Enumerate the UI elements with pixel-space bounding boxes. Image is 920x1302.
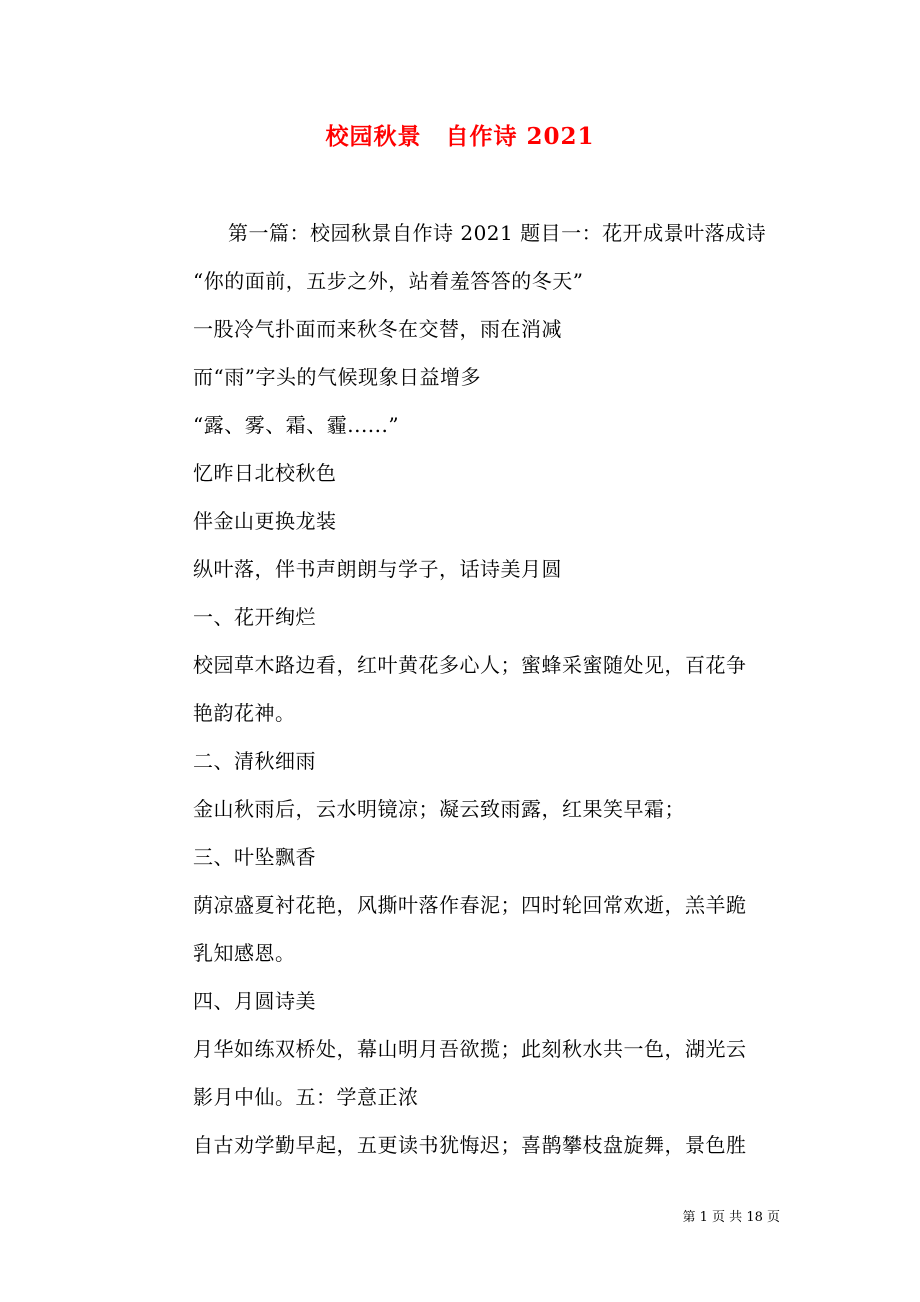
- body-line: 影月中仙。五：学意正浓: [193, 1085, 419, 1109]
- body-line: “露、雾、霜、霾......”: [193, 413, 400, 437]
- body-line: “你的面前，五步之外，站着羞答答的冬天”: [193, 269, 584, 293]
- section-heading: 四、月圆诗美: [193, 989, 316, 1013]
- body-line: 月华如练双桥处，幕山明月吾欲揽；此刻秋水共一色，湖光云: [193, 1037, 747, 1061]
- body-line: 乳知感恩。: [193, 941, 296, 965]
- body-line: 荫凉盛夏衬花艳，风撕叶落作春泥；四时轮回常欢逝，羔羊跪: [193, 893, 747, 917]
- body-line: 艳韵花神。: [193, 701, 296, 725]
- body-line: 伴金山更换龙装: [193, 509, 337, 533]
- section-heading: 三、叶坠飘香: [193, 845, 316, 869]
- body-line: 忆昨日北校秋色: [193, 461, 337, 485]
- body-line: 纵叶落，伴书声朗朗与学子，话诗美月圆: [193, 557, 562, 581]
- body-line: 一股冷气扑面而来秋冬在交替，雨在消减: [193, 317, 562, 341]
- body-line: 而“雨”字头的气候现象日益增多: [193, 365, 481, 389]
- body-line: 校园草木路边看，红叶黄花多心人；蜜蜂采蜜随处见，百花争: [193, 653, 747, 677]
- section-heading: 一、花开绚烂: [193, 605, 316, 629]
- body-line: 自古劝学勤早起，五更读书犹悔迟；喜鹊攀枝盘旋舞，景色胜: [193, 1133, 747, 1157]
- page-number: 第 1 页 共 18 页: [682, 1210, 780, 1225]
- body-line: 第一篇：校园秋景自作诗 2021 题目一：花开成景叶落成诗: [228, 221, 767, 245]
- section-heading: 二、清秋细雨: [193, 749, 316, 773]
- body-line: 金山秋雨后，云水明镜凉；凝云致雨露，红果笑早霜；: [193, 797, 685, 821]
- document-title: 校园秋景 自作诗 2021: [325, 123, 595, 150]
